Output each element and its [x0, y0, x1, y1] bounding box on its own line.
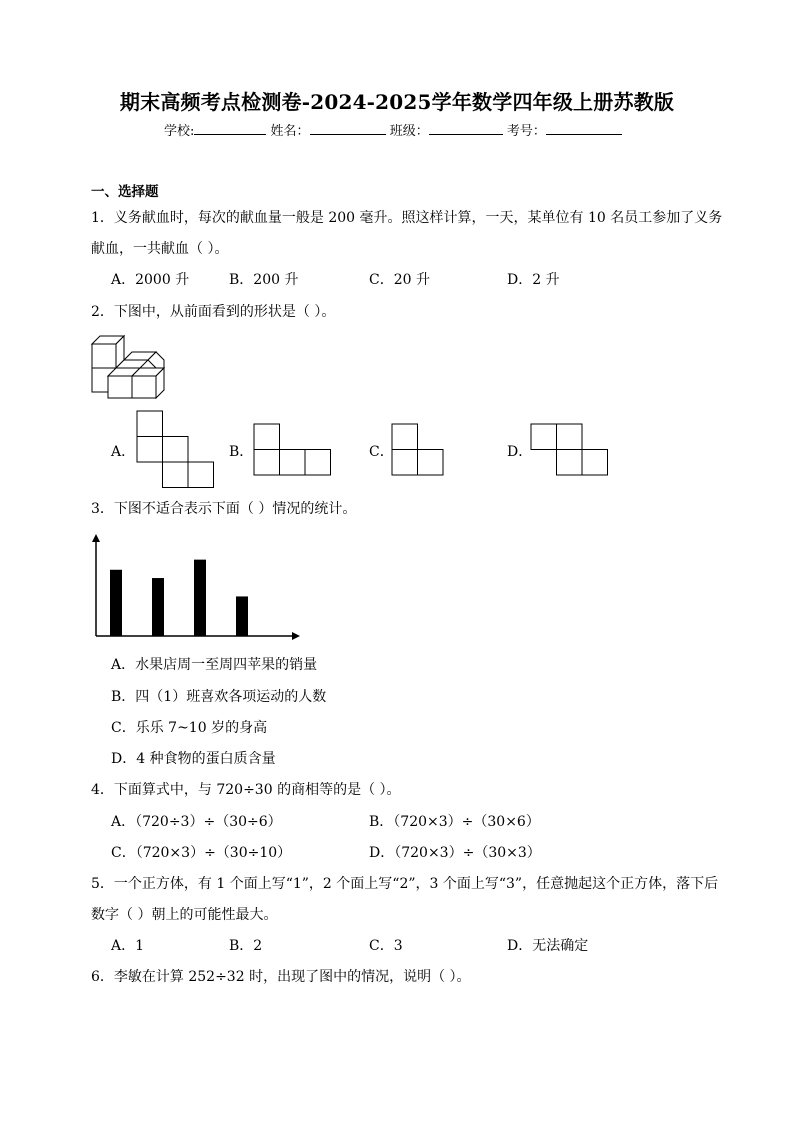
question-1-line-2: 献血，一共献血（ ）。: [91, 241, 229, 257]
name-label: 姓名：: [270, 124, 310, 139]
x-axis-arrow: [292, 632, 300, 640]
bar-chart: [88, 530, 308, 645]
question-2-option-a: A．: [111, 444, 136, 460]
question-5-option-a: A．1: [111, 938, 145, 954]
question-2-option-c: C．: [369, 444, 394, 460]
question-6-line-1: 6．李敏在计算 252÷32 时，出现了图中的情况，说明（ ）。: [91, 969, 471, 985]
question-2-option-d: D．: [507, 444, 533, 460]
question-4-option-a: A．（720÷3）÷（30÷6）: [111, 814, 282, 830]
name-blank: [310, 121, 386, 135]
question-4-option-d: D．（720×3）÷（30×3）: [369, 845, 541, 861]
question-1-line-1: 1．义务献血时，每次的献血量一般是 200 毫升。照这样计算，一天，某单位有 10 名员工参加了义务: [91, 210, 723, 226]
bar: [194, 560, 206, 636]
question-1-option-c: C．20 升: [369, 272, 430, 288]
class-blank: [429, 121, 503, 135]
question-3-option-d: D．4 种食物的蛋白质含量: [111, 751, 276, 767]
question-3-option-b: B．四（1）班喜欢各项运动的人数: [111, 689, 327, 705]
question-5-option-c: C．3: [369, 938, 403, 954]
question-1-option-a: A．2000 升: [111, 272, 190, 288]
school-blank: [194, 121, 266, 135]
question-2-option-b: B．: [229, 444, 254, 460]
option-c-figure: [391, 423, 447, 478]
question-4-option-b: B．（720×3）÷（30×6）: [369, 814, 540, 830]
question-5-option-d: D．无法确定: [507, 938, 589, 954]
question-3-option-a: A．水果店周一至周四苹果的销量: [111, 657, 318, 673]
cube-stack-figure: [88, 332, 168, 402]
question-5-line-1: 5．一个正方体，有 1 个面上写“1”，2 个面上写“2”，3 个面上写“3”，任意抛起这个正方体，落下后: [91, 876, 719, 892]
bar: [152, 578, 164, 636]
option-d-figure: [530, 423, 610, 478]
student-info-line: [164, 120, 622, 139]
question-2-line-1: 2．下图中，从前面看到的形状是（ ）。: [91, 304, 336, 320]
bar: [236, 596, 248, 636]
question-5-option-b: B．2: [229, 938, 263, 954]
question-1-option-d: D．2 升: [507, 272, 560, 288]
question-3-line-1: 3．下图不适合表示下面（ ）情况的统计。: [91, 501, 357, 517]
question-4-option-c: C．（720×3）÷（30÷10）: [111, 845, 292, 861]
number-label: 考号：: [506, 124, 546, 139]
option-a-figure: [136, 410, 216, 490]
bar: [110, 570, 122, 636]
y-axis-arrow: [92, 534, 100, 542]
page-title: 期末高频考点检测卷-2024-2025学年数学四年级上册苏教版: [119, 90, 675, 114]
school-label: 学校:: [164, 124, 195, 139]
question-5-line-2: 数字（ ）朝上的可能性最大。: [91, 907, 278, 923]
section-heading: 一、选择题: [91, 184, 159, 200]
question-1-option-b: B．200 升: [229, 272, 299, 288]
class-label: 班级：: [389, 124, 429, 139]
question-4-line-1: 4．下面算式中，与 720÷30 的商相等的是（ ）。: [91, 782, 401, 798]
question-3-option-c: C．乐乐 7~10 岁的身高: [111, 720, 268, 736]
number-blank: [546, 121, 622, 135]
option-b-figure: [253, 423, 333, 478]
